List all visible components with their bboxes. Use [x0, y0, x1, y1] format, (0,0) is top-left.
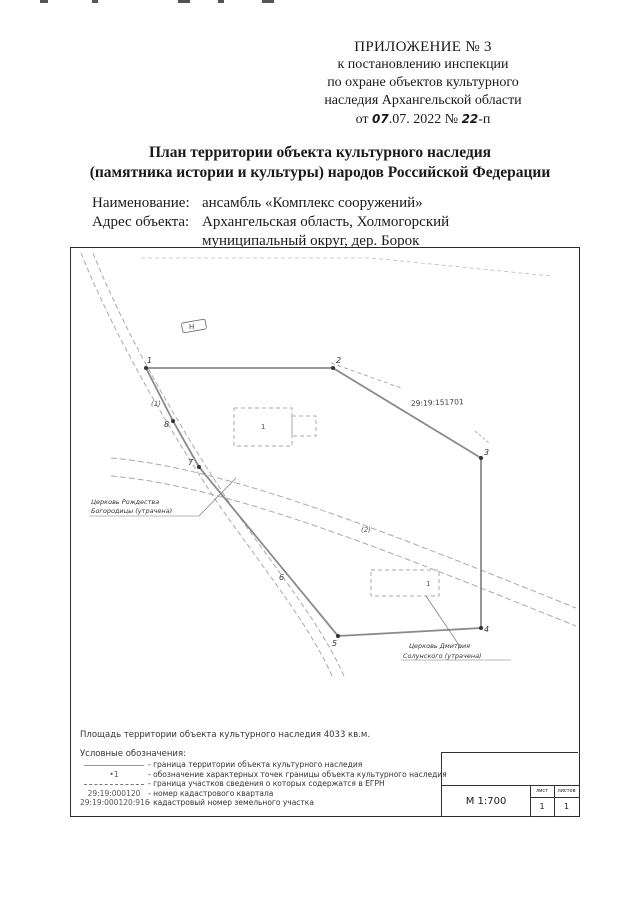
- legend-symbol: 29:19:000120:916: [80, 798, 150, 807]
- church-label-line: Церковь Дмитрия: [409, 642, 471, 650]
- sheets-cell: [554, 785, 579, 817]
- parcel-border: [475, 431, 489, 443]
- legend-item: [80, 779, 447, 789]
- legend-item: [80, 789, 447, 799]
- point-label: 2: [336, 356, 342, 365]
- appendix-header: [298, 38, 548, 129]
- legend-title: Условные обозначения:: [80, 749, 186, 759]
- appendix-line: по охране объектов культурного: [327, 75, 519, 90]
- legend-text: - номер кадастрового квартала: [148, 788, 274, 798]
- church-label-line: Церковь Рождества: [91, 498, 160, 506]
- address-row: [92, 213, 557, 251]
- appendix-date: [298, 110, 548, 129]
- boundary-point: [171, 419, 175, 423]
- appendix-line: к постановлению инспекции: [337, 57, 509, 72]
- legend-symbol: 29:19:000120: [87, 788, 141, 798]
- point-label: 3: [484, 448, 490, 457]
- point-label: 4: [484, 625, 490, 634]
- number-handwritten: 22: [461, 112, 479, 126]
- scan-mark: [262, 0, 274, 3]
- church-label-line: Солунского (утрачена): [403, 652, 482, 660]
- scan-mark: [92, 0, 98, 3]
- road-label: (2): [361, 526, 371, 534]
- name-value: ансамбль «Комплекс сооружений»: [202, 195, 423, 211]
- scan-mark: [40, 0, 48, 3]
- area-text: Площадь территории объекта культурного наследия 4033 кв.м.: [80, 730, 371, 740]
- point-label: 7: [188, 458, 194, 467]
- address-label: Адрес объекта:: [92, 214, 190, 230]
- point-label: 5: [332, 639, 338, 648]
- point-label: 6: [279, 573, 285, 582]
- boundary-point: [331, 366, 335, 370]
- road-edge: [93, 253, 345, 678]
- legend-symbol: •1: [109, 769, 119, 779]
- number-suffix: -п: [478, 112, 491, 127]
- plan-title: [60, 143, 580, 183]
- sheet-label: лист: [530, 786, 554, 798]
- sheets-value: 1: [563, 802, 570, 811]
- name-row: [92, 194, 557, 213]
- heritage-boundary: [146, 368, 481, 636]
- boundary-point: [479, 456, 483, 460]
- boundary-point: [336, 634, 340, 638]
- address-value: Архангельская область, Холмогорский муниципальный округ, дер. Борок: [202, 214, 450, 249]
- name-label: Наименование:: [92, 195, 190, 211]
- point-label: 8: [164, 420, 170, 429]
- legend: [80, 760, 447, 808]
- date-rest: .07. 2022 №: [388, 112, 459, 127]
- date-prefix: от: [355, 112, 369, 127]
- road-edge: [111, 476, 576, 626]
- parcel-tag-text: Н: [189, 323, 195, 331]
- scale-label: М 1:700: [442, 785, 531, 817]
- legend-item: [80, 760, 447, 770]
- point-label: 1: [147, 356, 153, 365]
- title-block: [441, 752, 578, 816]
- parcel-border: [331, 363, 401, 388]
- legend-item: [80, 770, 447, 780]
- appendix-line: наследия Архангельской области: [324, 93, 522, 108]
- sheet-value: 1: [539, 802, 545, 811]
- appendix-title: ПРИЛОЖЕНИЕ № 3: [354, 39, 492, 55]
- sheets-label: листов: [554, 786, 579, 798]
- scan-mark: [178, 0, 190, 3]
- church-label-line: Богородицы (утрачена): [91, 507, 173, 515]
- legend-text: - граница участков сведения о которых содержатся в ЕГРН: [148, 779, 385, 788]
- boundary-point: [144, 366, 148, 370]
- parcel-number: 29:19:151701: [410, 397, 464, 408]
- church-label-2: [401, 642, 511, 660]
- building-label: 1: [261, 423, 266, 431]
- building-label: 1: [426, 580, 431, 588]
- callout-line: [199, 478, 236, 516]
- boundary-point: [479, 626, 483, 630]
- plan-title-line: (памятника истории и культуры) народов Российской Федерации: [89, 164, 551, 181]
- road-edge: [81, 253, 333, 678]
- lost-church-outline: [292, 416, 316, 436]
- parcel-border: [141, 258, 551, 276]
- legend-text: - граница территории объекта культурного наследия: [148, 760, 363, 769]
- sheet-cell: [530, 785, 555, 817]
- callout-line: [426, 596, 461, 648]
- road-edge: [111, 458, 576, 608]
- date-day-handwritten: 07: [372, 112, 389, 126]
- plan-title-line: План территории объекта культурного наследия: [148, 144, 492, 161]
- church-label-1: [89, 498, 199, 516]
- scan-mark: [218, 0, 224, 3]
- parcel-tag-n: [181, 319, 206, 333]
- boundary-point: [197, 465, 201, 469]
- road-label: (1): [151, 400, 161, 408]
- legend-item: [80, 798, 447, 808]
- legend-text: - кадастровый номер земельного участка: [148, 798, 314, 807]
- legend-text: - обозначение характерных точек границы объекта культурного наследия: [148, 769, 447, 779]
